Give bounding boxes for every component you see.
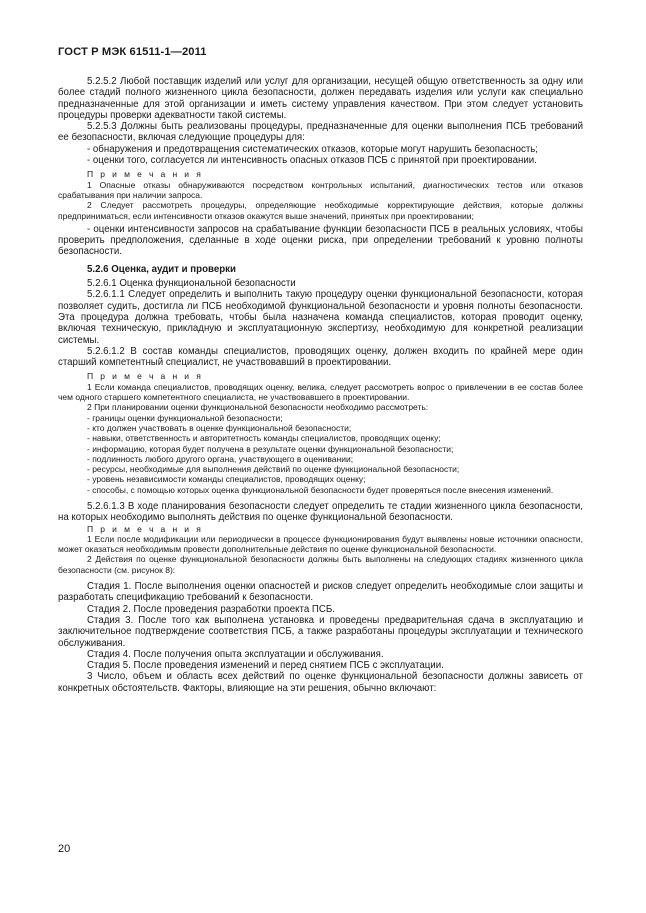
note-heading: П р и м е ч а н и я xyxy=(87,371,204,382)
list-item: - оценки интенсивности запросов на срабатывание функции безопасности ПСБ в реальных условиях, чтобы проверить предположения, сделанные в ходе оценки риска, при определении требований к уровню полноты безопасности. xyxy=(58,223,583,258)
section-title: 5.2.6 Оценка, аудит и проверки xyxy=(87,263,236,275)
list-item: - оценки того, согласуется ли интенсивность опасных отказов ПСБ с принятой при проектировании. xyxy=(87,155,537,167)
note-item: 1 Опасные отказы обнаруживаются посредством контрольных испытаний, диагностических тестов или отказов срабатывания при наличии запроса. xyxy=(58,179,583,200)
document-header: ГОСТ Р МЭК 61511-1—2011 xyxy=(58,46,207,58)
paragraph-5-2-5-3: 5.2.5.3 Должны быть реализованы процедуры, предназначенные для оценки выполнения ПСБ требований ее безопасности, включая следующие процедуры для: xyxy=(58,121,583,144)
note-list-item: - способы, с помощью которых оценка функциональной безопасности будет проверяться после внесения изменений. xyxy=(87,484,554,495)
note-item: 1 Если после модификации или периодически в процессе функционирования будут выявлены новые источники опасности, может оказаться необходимым провести дополнительные действия по оценке функциональной безопасности. xyxy=(58,533,583,555)
note-list-item: - границы оценки функциональной безопасности; xyxy=(87,412,283,423)
note-list-item: - уровень независимости команды специалистов, проводящих оценку; xyxy=(87,474,366,485)
note-item: 2 Следует рассмотреть процедуры, определяющие необходимые корректирующие действия, которые должны предприниматься, если интенсивности отказов окажутся выше значений, принятых при проектировании; xyxy=(58,200,583,221)
note-list-item: - подлинность любого другого органа, участвующего в оценивании; xyxy=(87,453,354,464)
stage-item: Стадия 2. После проведения разработки проекта ПСБ. xyxy=(87,603,335,615)
subsection-title: 5.2.6.1 Оценка функциональной безопасности xyxy=(87,278,296,290)
stage-item: Стадия 3. После того как выполнена установка и проведены предварительная сдача в эксплуатацию и заключительное подтверждение соответствия ПСБ, а также разработаны процедуры эксплуатации и технического обслуживания. xyxy=(58,614,583,649)
stage-item: Стадия 1. После выполнения оценки опасностей и рисков следует определить необходимые слои защиты и разработать спецификацию требований к безопасности. xyxy=(58,581,583,604)
note-heading: П р и м е ч а н и я xyxy=(87,169,204,180)
paragraph-note-3: 3 Число, объем и область всех действий по оценке функциональной безопасности должны зависеть от конкретных обстоятельств. Факторы, влияющие на эти решения, обычно включают: xyxy=(58,671,583,694)
paragraph-5-2-6-1-3: 5.2.6.1.3 В ходе планирования безопасности следует определить те стадии жизненного цикла безопасности, на которых необходимо выполнять действия по оценке функциональной безопасности. xyxy=(58,500,583,524)
page-body xyxy=(58,76,583,694)
paragraph-5-2-6-1-2: 5.2.6.1.2 В состав команды специалистов, проводящих оценку, должен входить по крайней мере один старший компетентный специалист, не участвовавший в проектировании. xyxy=(58,345,583,369)
note-list-item: - информацию, которая будет получена в результате оценки функциональной безопасности; xyxy=(87,443,454,454)
note-heading: П р и м е ч а н и я xyxy=(87,523,204,534)
paragraph-5-2-5-2: 5.2.5.2 Любой поставщик изделий или услуг для организации, несущей общую ответственность за одну или более стадий полного жизненного цикла безопасности, должен передавать изделия или услуги как специально предназначенные для этой организации и иметь систему управления качеством. При этом следует установить процедуры проверки адекватности такой системы. xyxy=(58,76,583,121)
note-item: 2 При планировании оценки функциональной безопасности необходимо рассмотреть: xyxy=(87,402,429,413)
note-item: 2 Действия по оценке функциональной безопасности должны быть выполнены на следующих стадиях жизненного цикла безопасности (см. рисунок 8): xyxy=(58,554,583,575)
stage-item: Стадия 4. После получения опыта эксплуатации и обслуживания. xyxy=(87,648,384,660)
note-list-item: - ресурсы, необходимые для выполнения действий по оценке функциональной безопасности; xyxy=(87,464,460,475)
list-item: - обнаружения и предотвращения систематических отказов, которые могут нарушить безопасность; xyxy=(87,143,538,155)
stage-item: Стадия 5. После проведения изменений и перед снятием ПСБ с эксплуатации. xyxy=(87,660,444,672)
note-list-item: - кто должен участвовать в оценке функциональной безопасности; xyxy=(87,422,352,433)
paragraph-5-2-6-1-1: 5.2.6.1.1 Следует определить и выполнить такую процедуру оценки функциональной безопасности, которая позволяет судить, достигла ли ПСБ необходимой функциональной безопасности и уровня полноты безопасности. Эта процедура должна требовать, чтобы была назначена команда специалистов, которая проводит оценку, включая техническую, прикладную и эксплуатационную экспертизу, необходимую для конкретной реализации системы. xyxy=(58,289,583,346)
note-list-item: - навыки, ответственность и авторитетность команды специалистов, проводящих оценку; xyxy=(87,433,441,444)
note-item: 1 Если команда специалистов, проводящих оценку, велика, следует рассмотреть вопрос о привлечении в ее состав более чем одного старшего компетентного специалиста, не участвовавшего в проектировании. xyxy=(58,381,583,403)
page-number: 20 xyxy=(58,843,71,855)
